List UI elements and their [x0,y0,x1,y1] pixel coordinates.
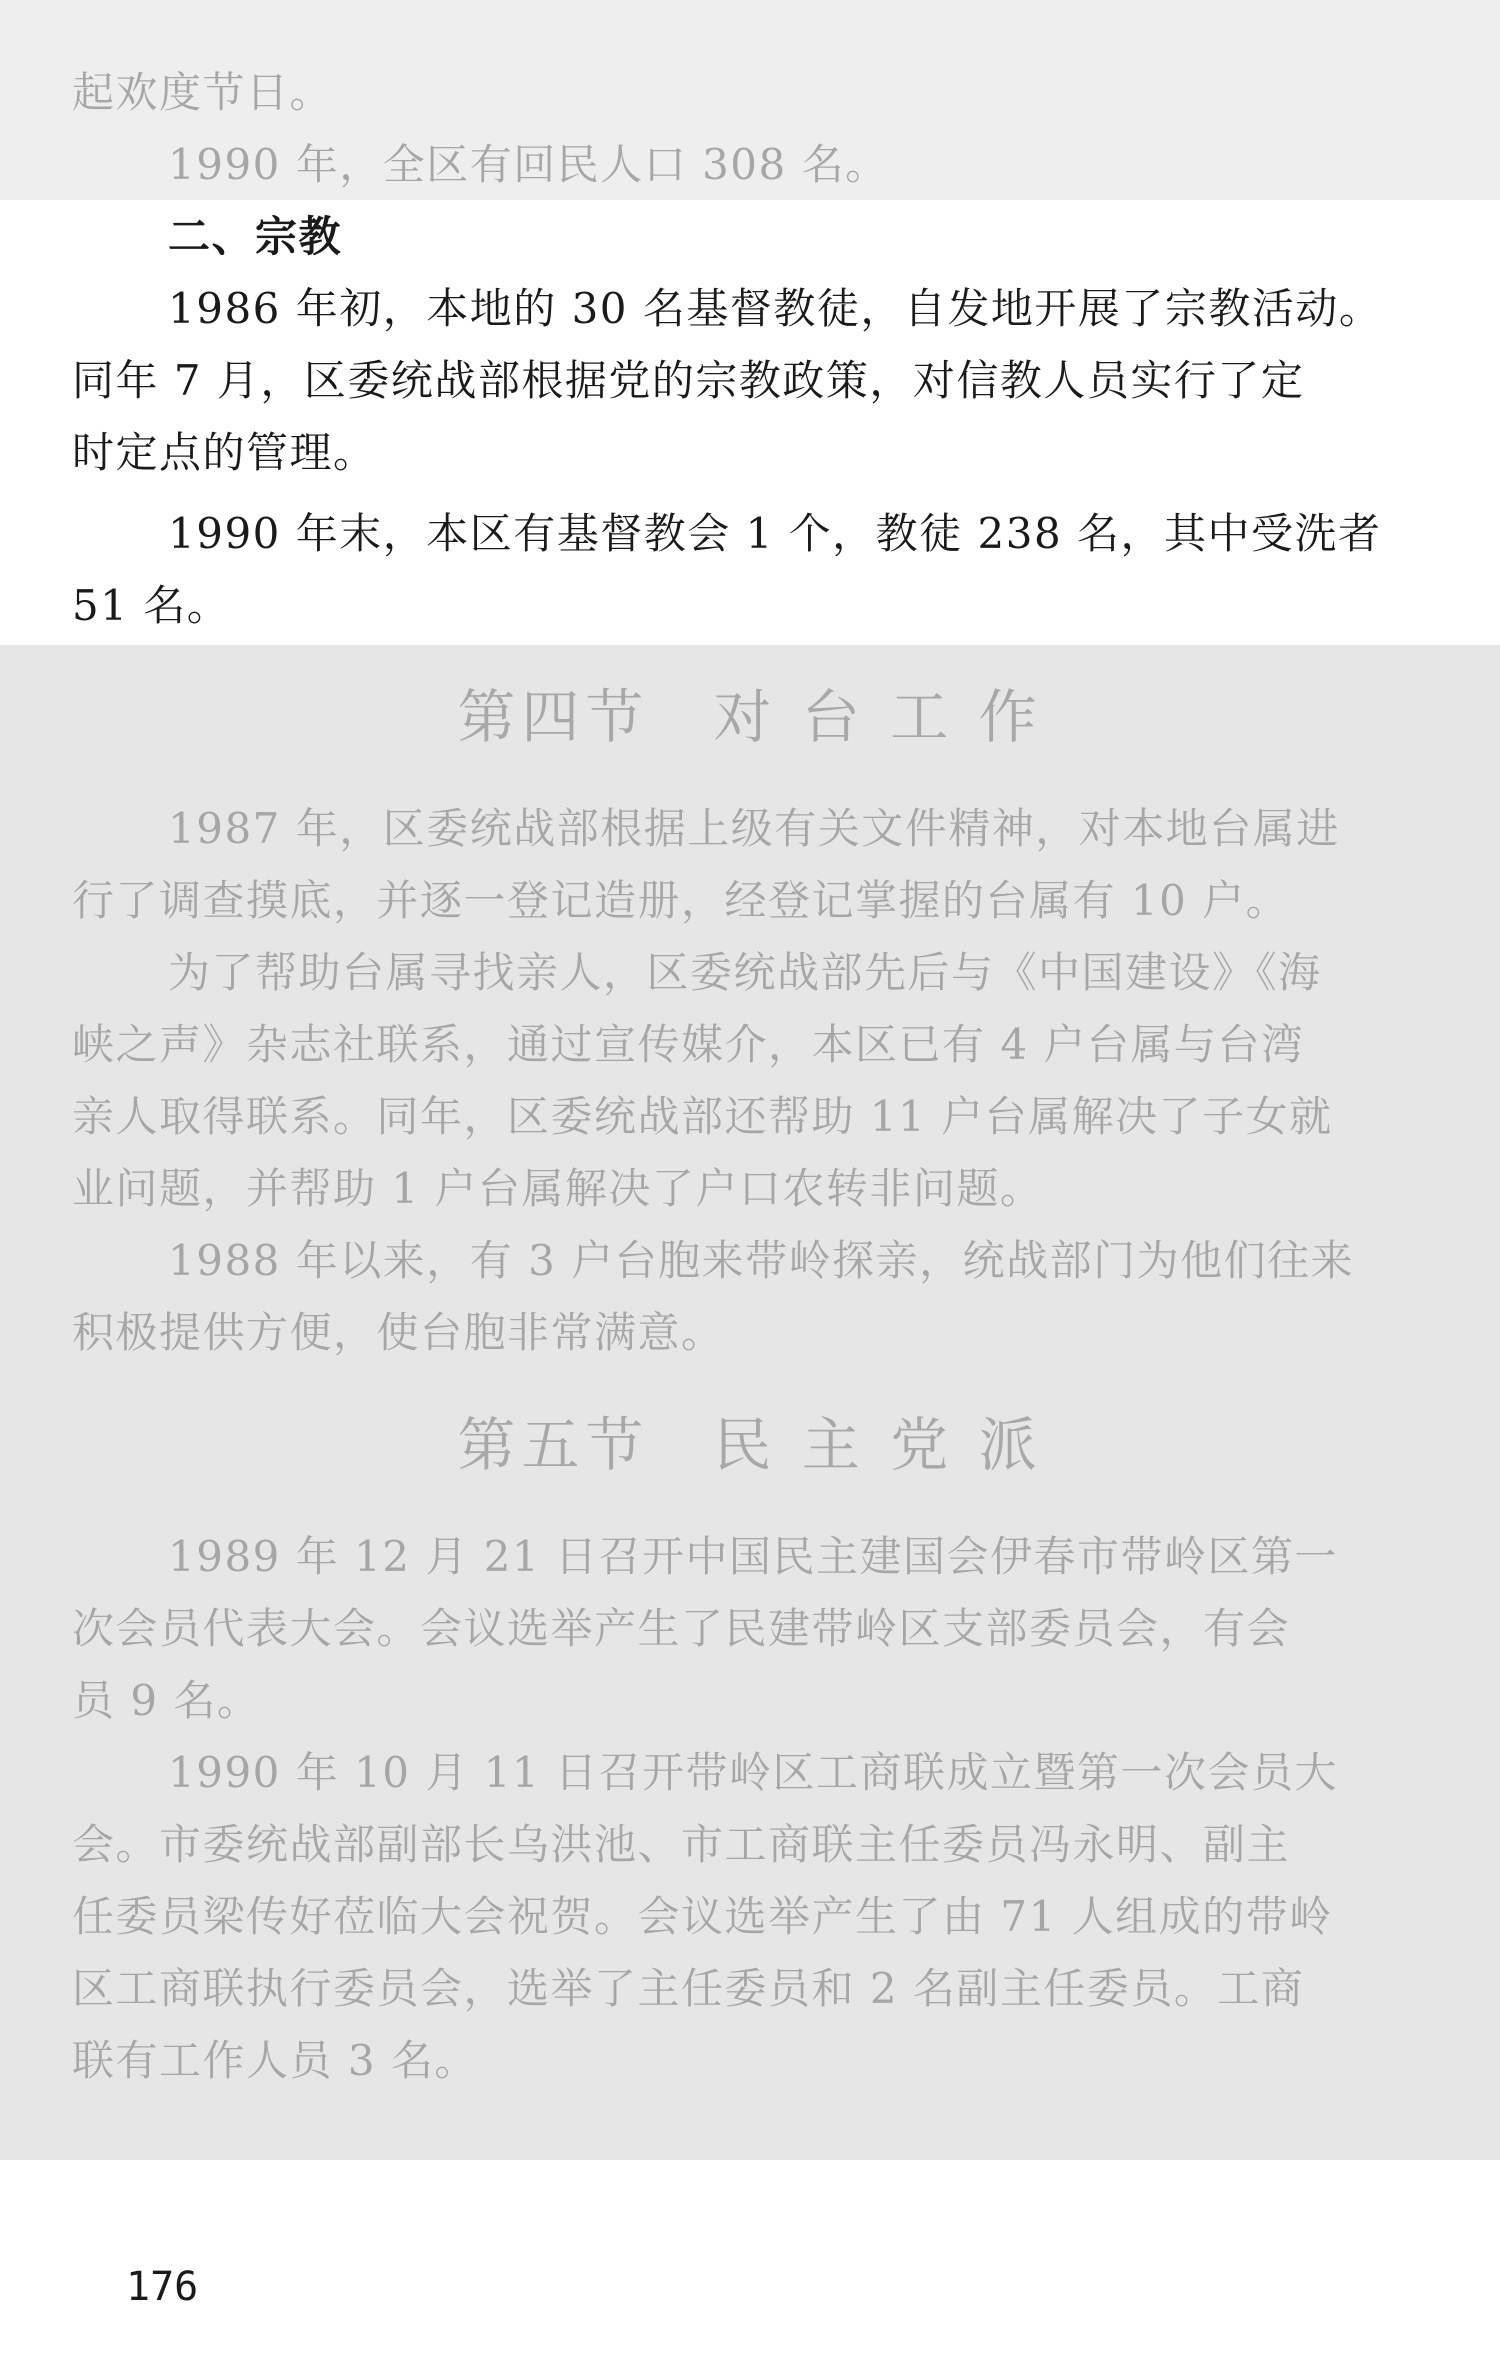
text-line: 1989 年 12 月 21 日召开中国民主建国会伊春市带岭区第一 [168,1532,1339,1581]
text-line: 1987 年，区委统战部根据上级有关文件精神，对本地台属进 [168,804,1340,853]
text-line: 51 名。 [72,581,231,630]
text-line: 同年 7 月，区委统战部根据党的宗教政策，对信教人员实行了定 [72,356,1305,405]
text-line: 次会员代表大会。会议选举产生了民建带岭区支部委员会，有会 [72,1604,1291,1653]
text-line: 行了调查摸底，并逐一登记造册，经登记掌握的台属有 10 户。 [72,876,1290,925]
text-line: 业问题，并帮助 1 户台属解决了户口农转非问题。 [72,1164,1044,1213]
text-line: 1988 年以来，有 3 户台胞来带岭探亲，统战部门为他们往来 [168,1236,1355,1285]
text-line: 亲人取得联系。同年，区委统战部还帮助 11 户台属解决了子女就 [72,1092,1333,1141]
text-line: 积极提供方便，使台胞非常满意。 [72,1308,725,1357]
text-line: 区工商联执行委员会，选举了主任委员和 2 名副主任委员。工商 [72,1964,1305,2013]
section-title-taiwan-work: 第四节 对 台 工 作 [457,683,1043,751]
text-line: 任委员梁传好莅临大会祝贺。会议选举产生了由 71 人组成的带岭 [72,1892,1333,1941]
text-line: 峡之声》杂志社联系，通过宣传媒介，本区已有 4 户台属与台湾 [72,1020,1305,1069]
text-line: 1986 年初，本地的 30 名基督教徒，自发地开展了宗教活动。 [168,284,1383,333]
text-line: 1990 年 10 月 11 日召开带岭区工商联成立暨第一次会员大 [168,1748,1339,1797]
text-line: 1990 年，全区有回民人口 308 名。 [168,140,889,189]
page-number: 176 [126,2264,199,2310]
text-line: 1990 年末，本区有基督教会 1 个，教徒 238 名，其中受洗者 [168,509,1382,558]
text-line: 员 9 名。 [72,1676,261,1725]
text-line: 时定点的管理。 [72,428,377,477]
section-title-democratic-parties: 第五节 民 主 党 派 [457,1411,1043,1479]
text-line: 会。市委统战部副部长乌洪池、市工商联主任委员冯永明、副主 [72,1820,1291,1869]
section-heading-religion: 二、宗教 [168,212,343,261]
text-line: 联有工作人员 3 名。 [72,2036,478,2085]
text-line: 为了帮助台属寻找亲人，区委统战部先后与《中国建设》《海 [168,948,1322,997]
text-line: 起欢度节日。 [72,68,334,117]
